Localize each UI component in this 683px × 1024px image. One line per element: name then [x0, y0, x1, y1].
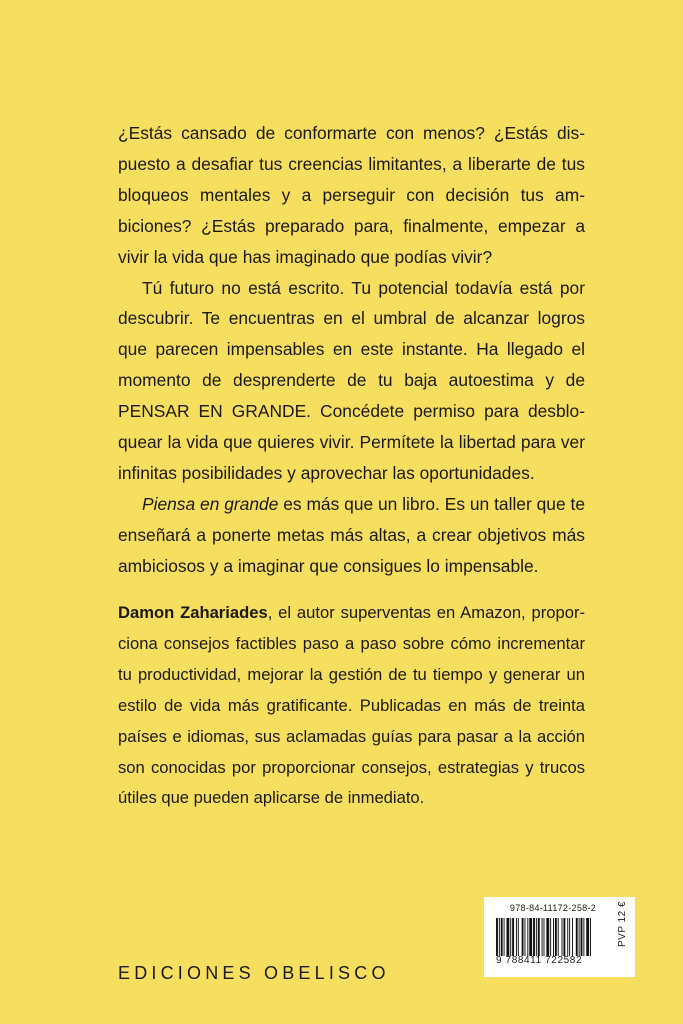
barcode-bar: [544, 918, 545, 956]
barcode-bar: [550, 918, 551, 956]
author-paragraph: [118, 598, 585, 814]
barcode-bar: [501, 918, 503, 956]
publisher-name: EDICIONES OBELISCO: [118, 963, 390, 983]
barcode-bars: [496, 918, 608, 956]
barcode-bar: [569, 918, 570, 956]
isbn-label: 978-84-11172-258-2: [509, 903, 597, 913]
barcode-label: [484, 897, 635, 977]
barcode-bar: [506, 918, 509, 956]
barcode-bar: [558, 918, 559, 956]
barcode-bar: [522, 918, 524, 956]
barcode-bar: [516, 918, 517, 956]
barcode-bar: [529, 918, 532, 956]
barcode-bar: [586, 918, 589, 956]
barcode-bar: [510, 918, 511, 956]
blurb-paragraph-2: Tú futuro no está escrito. Tu potencial todavía está por descubrir. Te encuentras en el umbral de alcanzar logros que parecen impensables en este instante. Ha llegado el momento de desprenderte de tu baja autoestima y de PENSAR EN GRANDE. Concédete permiso para desbloquear la vida que quieres vivir. Permítete la libertad para ver infinitas posibilidades y aprovechar las oportunidades.: [118, 277, 585, 483]
barcode-bar: [536, 918, 537, 956]
barcode-bar: [563, 918, 565, 956]
barcode-bar: [562, 918, 563, 956]
blurb-paragraph-3: [118, 489, 585, 582]
barcode-bar: [576, 918, 578, 956]
author-name: Damon Zahariades: [118, 603, 268, 622]
author-bio-text: , el autor superventas en Amazon, proporciona consejos factibles paso a paso sobre cómo incrementar tu productividad, mejorar la gestión de tu tiempo y generar un estilo de vida más gratificante. Publicadas en más de treinta países e idiomas, sus aclamadas guías para pasar a la acción son conocidas por proporcionar consejos, estrategias y trucos útiles que pueden aplicarse de inmediato.: [118, 603, 585, 808]
barcode-bar: [579, 918, 580, 956]
author-bio: [118, 598, 585, 814]
barcode-digits: 9 788411 722582: [496, 955, 583, 966]
blurb-paragraph-3-rest: es más que un libro. Es un taller que te enseñará a ponerte metas más altas, a crear objetivos más ambiciosos y a imaginar que consigues lo impensable.: [118, 493, 585, 576]
blurb-paragraph-1: ¿Estás cansado de conformarte con menos? ¿Estás dispuesto a desafiar tus creencias limitantes, a liberarte de tus bloqueos mentales y a perseguir con decisión tus ambiciones? ¿Estás preparado para, finalmente, empezar a vivir la vida que has imaginado que podías vivir?: [118, 123, 585, 267]
barcode-bar: [546, 918, 549, 956]
barcode-bar: [553, 918, 554, 956]
barcode-bar: [567, 918, 568, 956]
barcode-bar: [504, 918, 505, 956]
barcode-bar: [533, 918, 535, 956]
barcode-bar: [512, 918, 514, 956]
blurb-text: [118, 118, 585, 582]
barcode-bar: [499, 918, 500, 956]
barcode-bar: [581, 918, 583, 956]
barcode-bar: [572, 918, 573, 956]
barcode-bar: [583, 918, 584, 956]
barcode-bar: [538, 918, 540, 956]
barcode-bar: [496, 918, 498, 956]
barcode-bar: [542, 918, 543, 956]
barcode-bar: [518, 918, 519, 956]
barcode-bar: [527, 918, 528, 956]
barcode-bar: [525, 918, 526, 956]
price-label: PVP 12 €: [617, 900, 628, 947]
book-title-italic: Piensa en grande: [142, 493, 279, 514]
barcode-bar: [590, 918, 591, 956]
barcode-bar: [555, 918, 557, 956]
